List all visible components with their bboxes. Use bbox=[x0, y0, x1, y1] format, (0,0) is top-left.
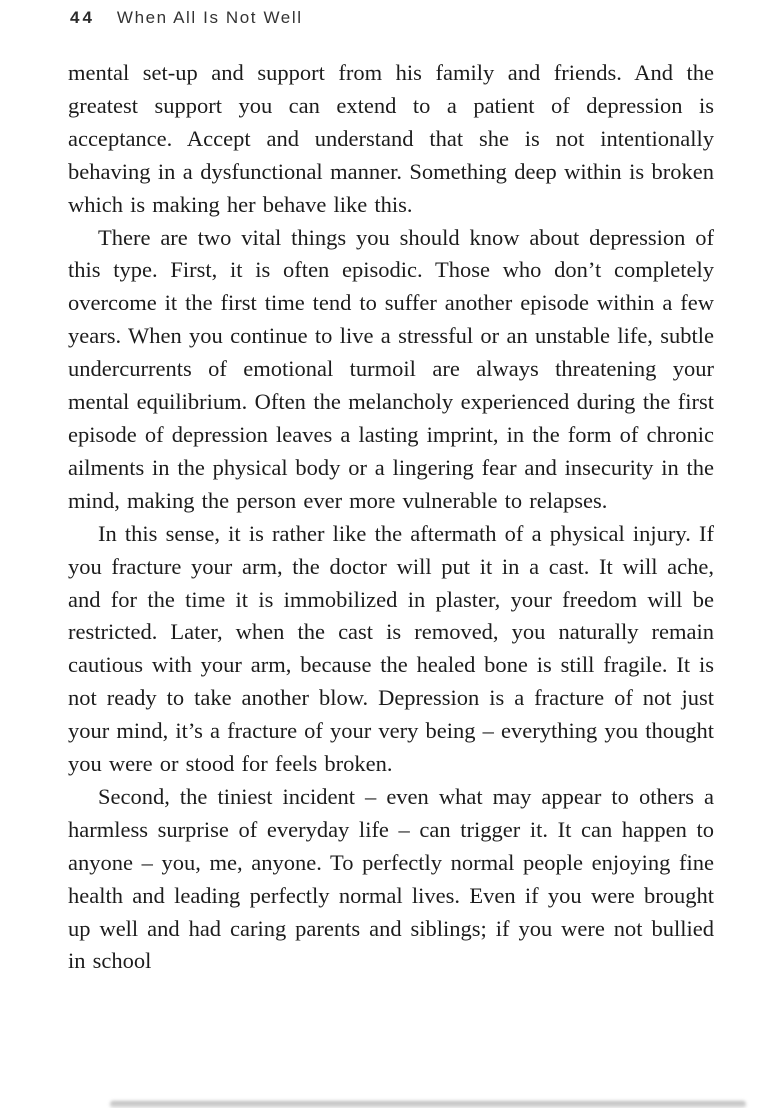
running-title: When All Is Not Well bbox=[116, 8, 303, 27]
paragraph-tiniest-incident: Second, the tiniest incident – even what may appear to others a harmless surprise of everyday life – can trigger it. It can happen to anyone – you, me, anyone. To perfectly normal people enjoying fine health and leading perfectly normal lives. Even if you were brought up well and had caring parents and siblings; if you were not bullied in school bbox=[68, 783, 714, 974]
running-header bbox=[70, 8, 303, 28]
paragraph-continuation: mental set-up and support from his family and friends. And the greatest support you can extend to a patient of depression is acceptance. Accept and understand that she is not intentionally behaving in a dysfunctional manner. Something deep within is broken which is making her behave like this. bbox=[68, 60, 714, 217]
paragraph-physical-injury-analogy: In this sense, it is rather like the aftermath of a physical injury. If you fracture your arm, the doctor will put it in a cast. It will ache, and for the time it is immobilized in plaster, your freedom will be restricted. Later, when the cast is removed, you naturally remain cautious with your arm, because the healed bone is still fragile. It is not ready to take another blow. Depression is a fracture of not just your mind, it’s a fracture of your very being – everything you thought you were or stood for feels broken. bbox=[68, 520, 714, 777]
paragraph-two-vital-things: There are two vital things you should know about depression of this type. First, it is often episodic. Those who don’t completely overcome it the first time tend to suffer another episode within a few years. When you continue to live a stressful or an unstable life, subtle undercurrents of emotional turmoil are always threatening your mental equilibrium. Often the melancholy experienced during the first episode of depression leaves a lasting imprint, in the form of chronic ailments in the physical body or a lingering fear and insecurity in the mind, making the person ever more vulnerable to relapses. bbox=[68, 224, 714, 513]
page-number: 44 bbox=[70, 8, 95, 27]
bottom-scan-artifact bbox=[110, 1101, 746, 1108]
page-body-text bbox=[68, 57, 714, 978]
